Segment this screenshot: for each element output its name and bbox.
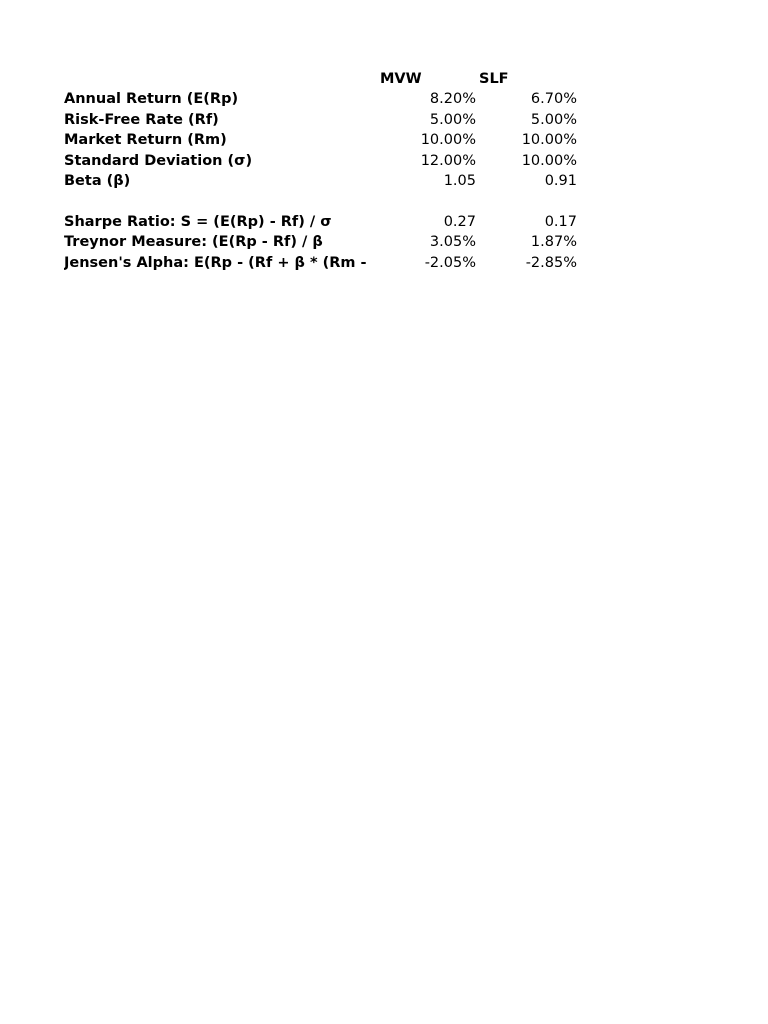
slf-value: 0.17	[544, 213, 577, 230]
column-header-mvw: MVW	[380, 71, 422, 87]
row-label: Annual Return (E(Rp)	[64, 91, 239, 108]
row-label: Market Return (Rm)	[64, 132, 227, 149]
row-label: Jensen's Alpha: E(Rp - (Rf + β * (Rm -	[64, 254, 367, 271]
mvw-value: 5.00%	[429, 111, 476, 128]
mvw-value: 1.05	[443, 172, 476, 189]
slf-value: -2.85%	[525, 254, 577, 271]
column-header-slf: SLF	[479, 71, 509, 87]
row-label: Sharpe Ratio: S = (E(Rp) - Rf) / σ	[64, 213, 332, 230]
row-label: Standard Deviation (σ)	[64, 152, 253, 169]
mvw-value: 8.20%	[429, 91, 476, 108]
slf-value: 10.00%	[521, 132, 577, 149]
row-label: Treynor Measure: (E(Rp - Rf) / β	[64, 234, 323, 251]
slf-value: 0.91	[544, 172, 577, 189]
slf-value: 10.00%	[521, 152, 577, 169]
mvw-value: -2.05%	[424, 254, 476, 271]
row-label: Risk-Free Rate (Rf)	[64, 111, 219, 128]
row-label: Beta (β)	[64, 172, 131, 189]
slf-value: 5.00%	[530, 111, 577, 128]
mvw-value: 12.00%	[420, 152, 476, 169]
mvw-value: 3.05%	[429, 234, 476, 251]
mvw-value: 10.00%	[420, 132, 476, 149]
slf-value: 1.87%	[530, 234, 577, 251]
mvw-value: 0.27	[443, 213, 476, 230]
slf-value: 6.70%	[530, 91, 577, 108]
